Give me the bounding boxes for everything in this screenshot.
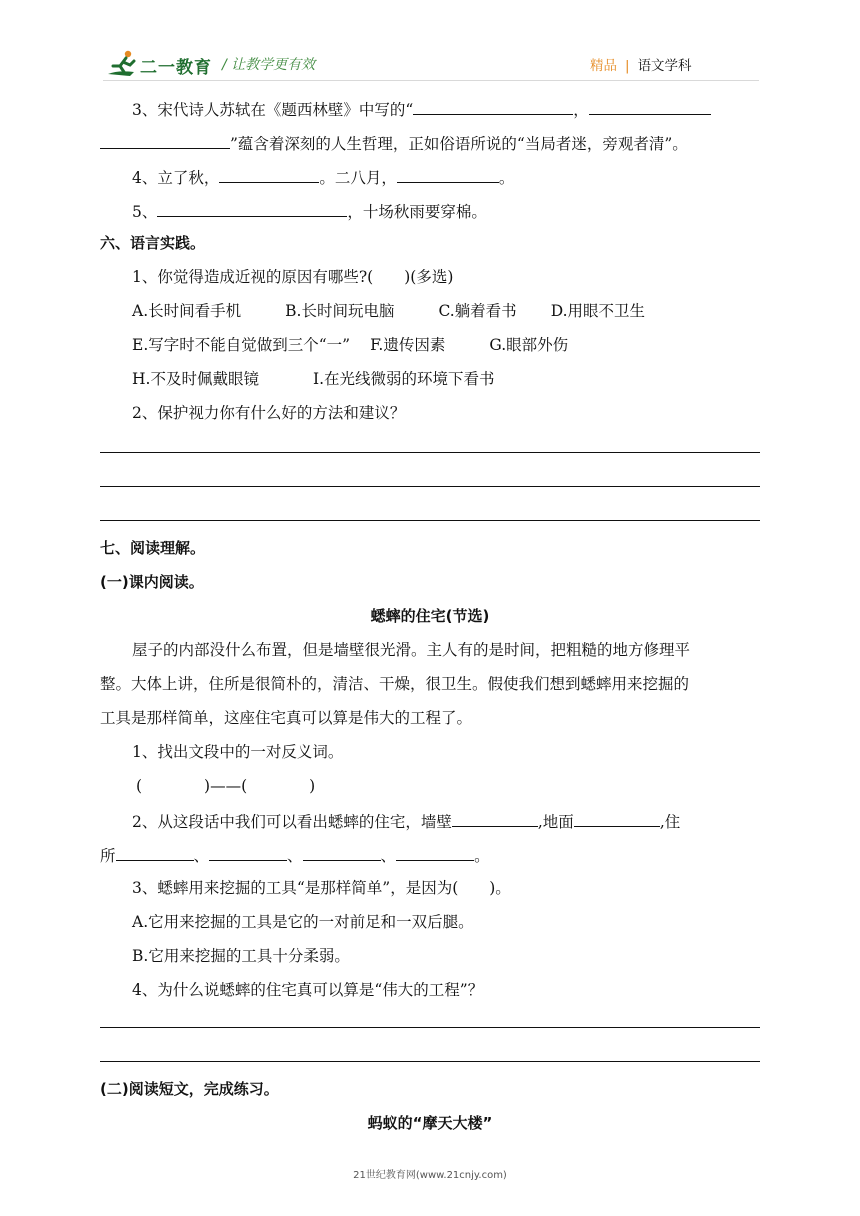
answer-blank[interactable] xyxy=(452,809,538,827)
passage-line: 屋子的内部没什么布置，但是墙壁很光滑。主人有的是时间，把粗糙的地方修理平 xyxy=(132,641,691,659)
answer-blank[interactable] xyxy=(116,843,194,861)
answer-blank[interactable] xyxy=(219,165,319,183)
premium-badge: 精品 xyxy=(590,58,617,74)
passage-line: 工具是那样简单，这座住宅真可以算是伟大的工程了。 xyxy=(100,709,473,727)
option[interactable]: E.写字时不能自觉做到三个“一” xyxy=(132,336,351,354)
runner-logo-icon xyxy=(104,48,144,80)
question-text: 4、为什么说蟋蟀的住宅真可以算是“伟大的工程”？ xyxy=(132,981,484,999)
passage-title: 蟋蟀的住宅(节选) xyxy=(370,607,490,625)
option[interactable]: H.不及时佩戴眼镜 xyxy=(132,370,259,388)
answer-blank[interactable] xyxy=(209,843,287,861)
separator: 、 xyxy=(193,847,210,865)
option[interactable]: D.用眼不卫生 xyxy=(550,302,646,320)
answer-blank[interactable] xyxy=(396,843,474,861)
option[interactable]: F.遗传因素 xyxy=(370,336,446,354)
page-header xyxy=(0,0,860,86)
option[interactable]: A.它用来挖掘的工具是它的一对前足和一双后腿。 xyxy=(132,913,474,931)
option[interactable]: G.眼部外伤 xyxy=(489,336,569,354)
separator: 、 xyxy=(287,847,303,865)
question-text: 2、保护视力你有什么好的方法和建议？ xyxy=(132,404,406,422)
question-text: 3、宋代诗人苏轼在《题西林壁》中写的“ xyxy=(132,101,414,119)
question-text: 3、蟋蟀用来挖掘的工具“是那样简单”，是因为( )。 xyxy=(132,879,511,897)
antonym-blanks[interactable]: ( )——( ) xyxy=(136,777,316,795)
question-line xyxy=(132,97,711,121)
separator: 、 xyxy=(380,847,397,865)
subject-label: 语文学科 xyxy=(637,58,692,74)
option[interactable]: B.它用来挖掘的工具十分柔弱。 xyxy=(132,947,350,965)
header-badge xyxy=(590,54,692,74)
answer-blank[interactable] xyxy=(413,97,573,115)
question-line xyxy=(132,165,514,189)
question-text: 。二八月， xyxy=(319,169,397,187)
passage-title: 蚂蚁的“摩天大楼” xyxy=(367,1114,493,1132)
section-heading: 七、阅读理解。 xyxy=(100,539,206,557)
question-line xyxy=(132,809,680,833)
section-heading: 六、语言实践。 xyxy=(100,234,206,252)
option[interactable]: I.在光线微弱的环境下看书 xyxy=(312,370,495,388)
answer-line[interactable] xyxy=(100,452,760,453)
question-text: 2、从这段话中我们可以看出蟋蟀的住宅，墙壁 xyxy=(132,813,452,831)
options-row xyxy=(132,334,568,356)
answer-blank[interactable] xyxy=(303,843,381,861)
question-line xyxy=(100,843,490,867)
question-text: ， xyxy=(573,101,589,119)
header-separator: | xyxy=(625,58,630,74)
option[interactable]: B.长时间玩电脑 xyxy=(285,302,395,320)
question-line xyxy=(100,131,688,155)
separator: 。 xyxy=(474,847,490,865)
answer-line[interactable] xyxy=(100,1061,760,1062)
option[interactable]: A.长时间看手机 xyxy=(132,302,242,320)
page-footer: 21世纪教育网(www.21cnjy.com) xyxy=(353,1170,507,1181)
question-text: 1、找出文段中的一对反义词。 xyxy=(132,743,344,761)
question-text: ,住 xyxy=(659,813,681,831)
options-row xyxy=(132,368,495,390)
question-text: ,地面 xyxy=(537,813,574,831)
question-text: 4、立了秋， xyxy=(132,169,220,187)
options-row xyxy=(132,300,645,322)
answer-blank[interactable] xyxy=(589,97,711,115)
subsection-heading: (一)课内阅读。 xyxy=(100,573,204,591)
question-text: 。 xyxy=(498,169,515,187)
subsection-heading: (二)阅读短文，完成练习。 xyxy=(100,1080,279,1098)
passage-line: 整。大体上讲，住所是很简朴的，清洁、干燥，很卫生。假使我们想到蟋蟀用来挖掘的 xyxy=(100,675,690,693)
answer-blank[interactable] xyxy=(397,165,499,183)
question-text: ”蕴含着深刻的人生哲理，正如俗语所说的“当局者迷，旁观者清”。 xyxy=(230,135,688,153)
answer-line[interactable] xyxy=(100,520,760,521)
slogan: / 让教学更有效 xyxy=(222,57,316,73)
question-text: ，十场秋雨要穿棉。 xyxy=(347,203,487,221)
question-line xyxy=(132,199,487,223)
answer-line[interactable] xyxy=(100,1027,760,1028)
question-text: 所 xyxy=(100,847,116,865)
answer-line[interactable] xyxy=(100,486,760,487)
header-divider xyxy=(103,80,759,81)
answer-blank[interactable] xyxy=(100,131,230,149)
answer-blank[interactable] xyxy=(157,199,347,217)
logo-text: 二一教育 xyxy=(140,58,212,78)
option[interactable]: C.躺着看书 xyxy=(438,302,517,320)
question-text: 1、你觉得造成近视的原因有哪些?( )(多选) xyxy=(132,268,454,286)
question-text: 5、 xyxy=(132,203,158,221)
logo xyxy=(104,46,224,82)
answer-blank[interactable] xyxy=(574,809,660,827)
